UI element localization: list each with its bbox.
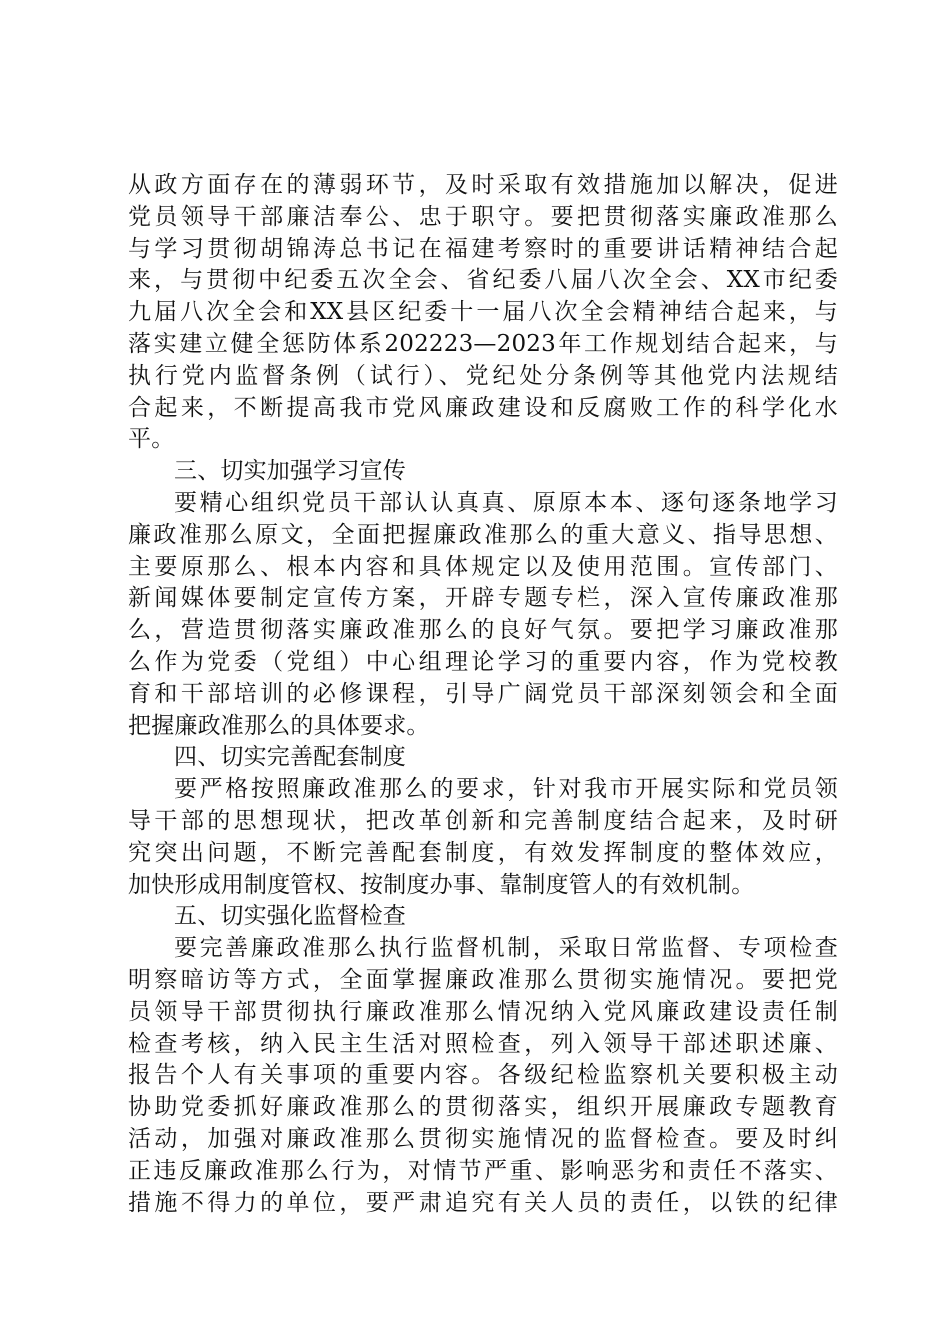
text-line: 新闻媒体要制定宣传方案，开辟专题专栏，深入宣传廉政准那	[128, 585, 838, 612]
text-line: 主要原那么、根本内容和具体规定以及使用范围。宣传部门、	[128, 553, 838, 580]
text-line: 党员领导干部廉洁奉公、忠于职守。要把贯彻落实廉政准那么	[128, 203, 838, 230]
text-line: 检查考核，纳入民主生活对照检查，列入领导干部述职述廉、	[128, 1030, 838, 1057]
section-heading: 三、切实加强学习宣传	[174, 458, 406, 485]
text-line: 报告个人有关事项的重要内容。各级纪检监察机关要积极主动	[128, 1062, 838, 1089]
text-line: 从政方面存在的薄弱环节，及时采取有效措施加以解决，促进	[128, 172, 838, 198]
section-heading: 五、切实强化监督检查	[174, 903, 406, 930]
text-line: 正违反廉政准那么行为，对情节严重、影响恶劣和责任不落实、	[128, 1157, 838, 1184]
text-line: 合起来，不断提高我市党风廉政建设和反腐败工作的科学化水	[128, 394, 838, 421]
section-heading: 四、切实完善配套制度	[174, 744, 406, 771]
text-line: 么作为党委（党组）中心组理论学习的重要内容，作为党校教	[128, 648, 838, 675]
text-line: 究突出问题，不断完善配套制度，有效发挥制度的整体效应，	[128, 839, 838, 866]
text-line: 措施不得力的单位，要严肃追究有关人员的责任，以铁的纪律	[128, 1189, 838, 1216]
text-line: 来，与贯彻中纪委五次全会、省纪委八届八次全会、XX市纪委	[128, 267, 838, 294]
text-line: 廉政准那么原文，全面把握廉政准那么的重大意义、指导思想、	[128, 521, 838, 548]
text-line: 落实建立健全惩防体系202223—2023年工作规划结合起来，与	[128, 330, 838, 357]
text-line: 员领导干部贯彻执行廉政准那么情况纳入党风廉政建设责任制	[128, 998, 838, 1025]
text-line: 加快形成用制度管权、按制度办事、靠制度管人的有效机制。	[128, 871, 755, 898]
text-line: 要完善廉政准那么执行监督机制，采取日常监督、专项检查	[174, 935, 838, 962]
text-line: 要严格按照廉政准那么的要求，针对我市开展实际和党员领	[174, 776, 838, 803]
text-line: 协助党委抓好廉政准那么的贯彻落实，组织开展廉政专题教育	[128, 1094, 838, 1121]
text-line: 要精心组织党员干部认认真真、原原本本、逐句逐条地学习	[174, 489, 838, 516]
body-text	[128, 170, 838, 1219]
text-line: 活动，加强对廉政准那么贯彻实施情况的监督检查。要及时纠	[128, 1125, 838, 1152]
text-line: 导干部的思想现状，把改革创新和完善制度结合起来，及时研	[128, 807, 838, 834]
text-line: 执行党内监督条例（试行）、党纪处分条例等其他党内法规结	[128, 362, 838, 389]
text-line: 育和干部培训的必修课程，引导广阔党员干部深刻领会和全面	[128, 680, 838, 707]
text-line: 与学习贯彻胡锦涛总书记在福建考察时的重要讲话精神结合起	[128, 235, 838, 262]
text-line: 把握廉政准那么的具体要求。	[128, 712, 430, 739]
text-line: 九届八次全会和XX县区纪委十一届八次全会精神结合起来，与	[128, 299, 838, 326]
text-line: 平。	[128, 426, 175, 453]
text-line: 明察暗访等方式，全面掌握廉政准那么贯彻实施情况。要把党	[128, 966, 838, 993]
text-line: 么，营造贯彻落实廉政准那么的良好气氛。要把学习廉政准那	[128, 617, 838, 644]
